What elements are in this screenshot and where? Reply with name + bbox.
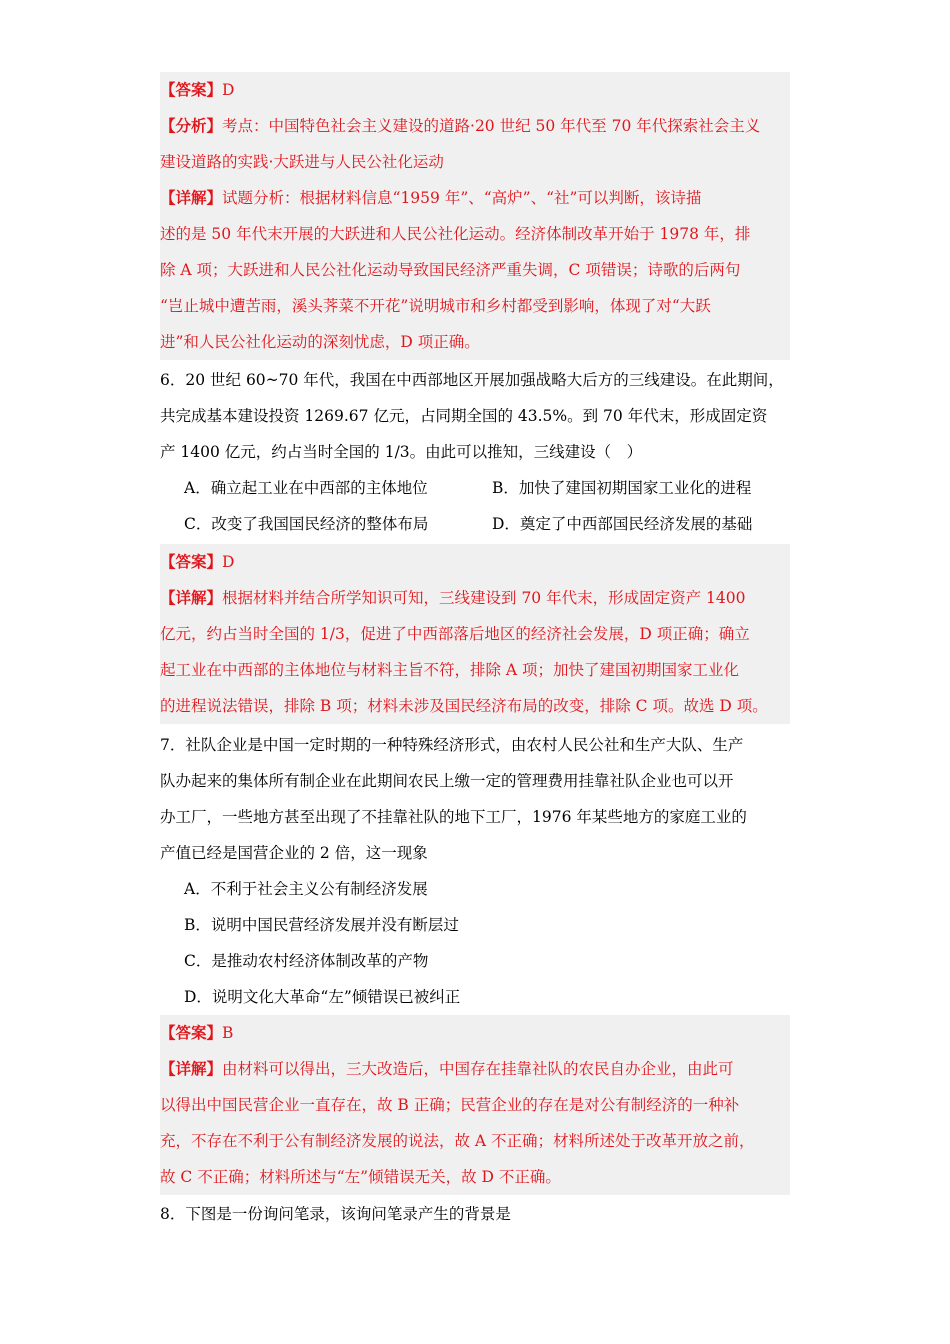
q6-option-d: D．奠定了中西部国民经济发展的基础 xyxy=(492,515,753,533)
analysis-tag: 【分析】 xyxy=(160,116,223,135)
q7-answer-line xyxy=(160,1015,790,1051)
detail-tag: 【详解】 xyxy=(160,188,223,207)
detail-text: 根据材料并结合所学知识可知，三线建设到 70 年代末，形成固定资产 1400 xyxy=(222,589,746,607)
q5-analysis-line-1 xyxy=(160,108,790,144)
q7-answer-block xyxy=(160,1015,790,1195)
q7-stem-line-4: 产值已经是国营企业的 2 倍，这一现象 xyxy=(160,844,428,862)
q7-stem-line-2: 队办起来的集体所有制企业在此期间农民上缴一定的管理费用挂靠社队企业也可以开 xyxy=(160,772,734,790)
q6-stem-line-3: 产 1400 亿元，约占当时全国的 1/3。由此可以推知，三线建设（ ） xyxy=(160,443,643,461)
q6-stem-line-1: 6．20 世纪 60~70 年代，我国在中西部地区开展加强战略大后方的三线建设。在此期间， xyxy=(160,371,784,389)
q6-answer-line xyxy=(160,544,790,580)
detail-text: 由材料可以得出，三大改造后，中国存在挂靠社队的农民自办企业，由此可 xyxy=(222,1060,734,1078)
q6-stem-line-2: 共完成基本建设投资 1269.67 亿元，占同期全国的 43.5%。到 70 年代末，形成固定资 xyxy=(160,407,768,425)
answer-value: B xyxy=(222,1024,234,1042)
q5-detail-line-4: “岂止城中遭苦雨，溪头荠菜不开花”说明城市和乡村都受到影响，体现了对“大跃 xyxy=(160,297,711,315)
answer-tag: 【答案】 xyxy=(160,80,223,99)
q8-stem: 8．下图是一份询问笔录，该询问笔录产生的背景是 xyxy=(160,1205,511,1223)
answer-value: D xyxy=(222,81,235,99)
q7-detail-line-1 xyxy=(160,1051,790,1087)
q6-question xyxy=(160,362,790,542)
q5-answer-block xyxy=(160,72,790,360)
q7-option-c: C．是推动农村经济体制改革的产物 xyxy=(184,952,429,970)
q7-option-b: B．说明中国民营经济发展并没有断层过 xyxy=(184,916,459,934)
q6-detail-line-4: 的进程说法错误，排除 B 项；材料未涉及国民经济布局的改变，排除 C 项。故选 D 项。 xyxy=(160,697,768,715)
q6-options-row-2 xyxy=(160,506,790,542)
q6-detail-line-3: 起工业在中西部的主体地位与材料主旨不符，排除 A 项；加快了建国初期国家工业化 xyxy=(160,661,740,679)
answer-tag: 【答案】 xyxy=(160,552,223,571)
q6-option-a: A．确立起工业在中西部的主体地位 xyxy=(184,479,428,497)
q6-detail-line-2: 亿元，约占当时全国的 1/3，促进了中西部落后地区的经济社会发展，D 项正确；确立 xyxy=(160,625,750,643)
q5-detail-line-3: 除 A 项；大跃进和人民公社化运动导致国民经济严重失调，C 项错误；诗歌的后两句 xyxy=(160,261,741,279)
q7-question xyxy=(160,727,790,1015)
q6-detail-line-1 xyxy=(160,580,790,616)
q7-option-a: A．不利于社会主义公有制经济发展 xyxy=(184,880,428,898)
q5-detail-line-5: 进”和人民公社化运动的深刻忧虑，D 项正确。 xyxy=(160,333,480,351)
q7-detail-line-3: 充，不存在不利于公有制经济发展的说法，故 A 不正确；材料所述处于改革开放之前， xyxy=(160,1132,755,1150)
q5-analysis-line-2: 建设道路的实践·大跃进与人民公社化运动 xyxy=(160,153,444,171)
q8-question xyxy=(160,1196,790,1232)
q6-options-row-1 xyxy=(160,470,790,506)
answer-tag: 【答案】 xyxy=(160,1023,223,1042)
analysis-text: 考点：中国特色社会主义建设的道路·20 世纪 50 年代至 70 年代探索社会主义 xyxy=(222,117,761,135)
q6-answer-block xyxy=(160,544,790,724)
detail-text: 试题分析：根据材料信息“1959 年”、“高炉”、“社”可以判断，该诗描 xyxy=(222,189,702,207)
q7-stem-line-3: 办工厂，一些地方甚至出现了不挂靠社队的地下工厂，1976 年某些地方的家庭工业的 xyxy=(160,808,747,826)
q6-option-b: B．加快了建国初期国家工业化的进程 xyxy=(492,479,752,497)
detail-tag: 【详解】 xyxy=(160,588,223,607)
q7-detail-line-2: 以得出中国民营企业一直存在，故 B 正确；民营企业的存在是对公有制经济的一种补 xyxy=(160,1096,740,1114)
detail-tag: 【详解】 xyxy=(160,1059,223,1078)
q7-option-d: D．说明文化大革命“左”倾错误已被纠正 xyxy=(184,988,461,1006)
q6-option-c: C．改变了我国国民经济的整体布局 xyxy=(184,515,429,533)
q5-detail-line-1 xyxy=(160,180,790,216)
q5-answer-line xyxy=(160,72,790,108)
answer-value: D xyxy=(222,553,235,571)
q7-stem-line-1: 7．社队企业是中国一定时期的一种特殊经济形式，由农村人民公社和生产大队、生产 xyxy=(160,736,744,754)
q7-detail-line-4: 故 C 不正确；材料所述与“左”倾错误无关，故 D 不正确。 xyxy=(160,1168,561,1186)
q5-detail-line-2: 述的是 50 年代末开展的大跃进和人民公社化运动。经济体制改革开始于 1978 年，排 xyxy=(160,225,751,243)
